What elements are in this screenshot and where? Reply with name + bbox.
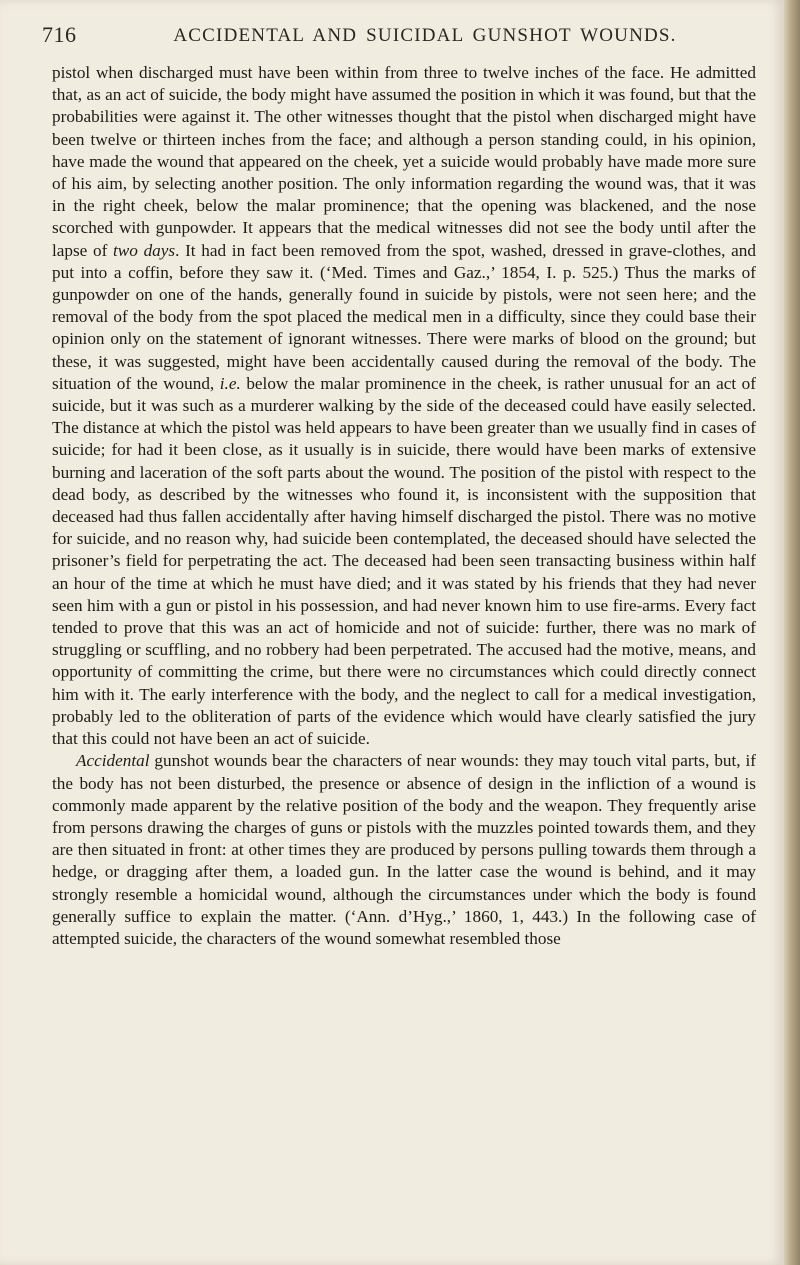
running-head <box>42 22 747 52</box>
italic-text: i.e. <box>219 373 241 393</box>
paragraph <box>52 750 756 950</box>
text-run: gunshot wounds bear the characters of near wounds: they may touch vital parts, but, if the body has not been disturbed, the presence or absence of design in the infliction of a wound is commonly made apparent by the relative position of the body and the weapon. They frequently arise from persons drawing the charges of guns or pistols with the muzzles pointed towards them, and they are then situated in front: at other times they are produced by persons pulling towards them through a hedge, or dragging after them, a loaded gun. In the latter case the wound is behind, and it may strongly resemble a homicidal wound, although the circumstances under which the body is found generally suffice to explain the matter. (‘Ann. d’Hyg.,’ 1860, 1, 443.) In the following case of attempted suicide, the characters of the wound somewhat resembled those <box>52 751 756 948</box>
paragraph <box>52 62 756 750</box>
page-number: 716 <box>42 22 77 47</box>
italic-text: Accidental <box>76 751 150 771</box>
text-run: . It had in fact been removed from the spot, washed, dressed in grave-clothes, and put into a coffin, before they saw it. (‘Med. Times and Gaz.,’ 1854, I. p. 525.) Thus the marks of gunpowder on one of the hands, generally found in suicide by pistols, were not seen here; and the removal of the body from the spot placed the medical men in a difficulty, since they could base their opinion only on the statement of ignorant witnesses. There were marks of blood on the ground; but these, it was suggested, might have been accidentally caused during the removal of the body. The situation of the wound, <box>52 240 756 393</box>
page-edge <box>784 0 800 1265</box>
text-run: below the malar prominence in the cheek, is rather unusual for an act of suicide, but it was such as a murderer walking by the side of the deceased could have easily selected. The distance at which the pistol was held appears to have been greater than we usually find in cases of suicide; for had it been close, as it usually is in suicide, there would have been marks of extensive burning and laceration of the soft parts about the wound. The position of the pistol with respect to the dead body, as described by the witnesses who found it, is inconsistent with the supposition that deceased had thus fallen accidentally after having himself discharged the pistol. There was no motive for suicide, and no reason why, had suicide been contemplated, the deceased should have selected the prisoner’s field for perpetrating the act. The deceased had been seen transacting business within half an hour of the time at which he must have died; and it was stated by his friends that they had never seen him with a gun or pistol in his possession, and had never known him to use fire-arms. Every fact tended to prove that this was an act of homicide and not of suicide: further, there was no mark of struggling or scuffling, and no robbery had been perpetrated. The accused had the motive, means, and opportunity of committing the crime, but there were no circumstances which could directly connect him with it. The early interference with the body, and the neglect to call for a medical investigation, probably led to the obliteration of parts of the evidence which would have clearly satisfied the jury that this could not have been an act of suicide. <box>52 373 756 749</box>
body-text <box>52 62 756 950</box>
text-run: pistol when discharged must have been within from three to twelve inches of the face. He admitted that, as an act of suicide, the body might have assumed the position in which it was found, but that the probabilities were against it. The other witnesses thought that the pistol when discharged might have been twelve or thirteen inches from the face; and although a person standing could, in his opinion, have made the wound that appeared on the cheek, yet a suicide would probably have made more sure of his aim, by selecting another position. The only information regarding the wound was, that it was in the right cheek, below the malar prominence; that the opening was blackened, and the nose scorched with gunpowder. It appears that the medical witnesses did not see the body until after the lapse of <box>52 63 756 260</box>
italic-text: two days <box>113 240 176 260</box>
running-title: ACCIDENTAL AND SUICIDAL GUNSHOT WOUNDS. <box>173 25 677 46</box>
